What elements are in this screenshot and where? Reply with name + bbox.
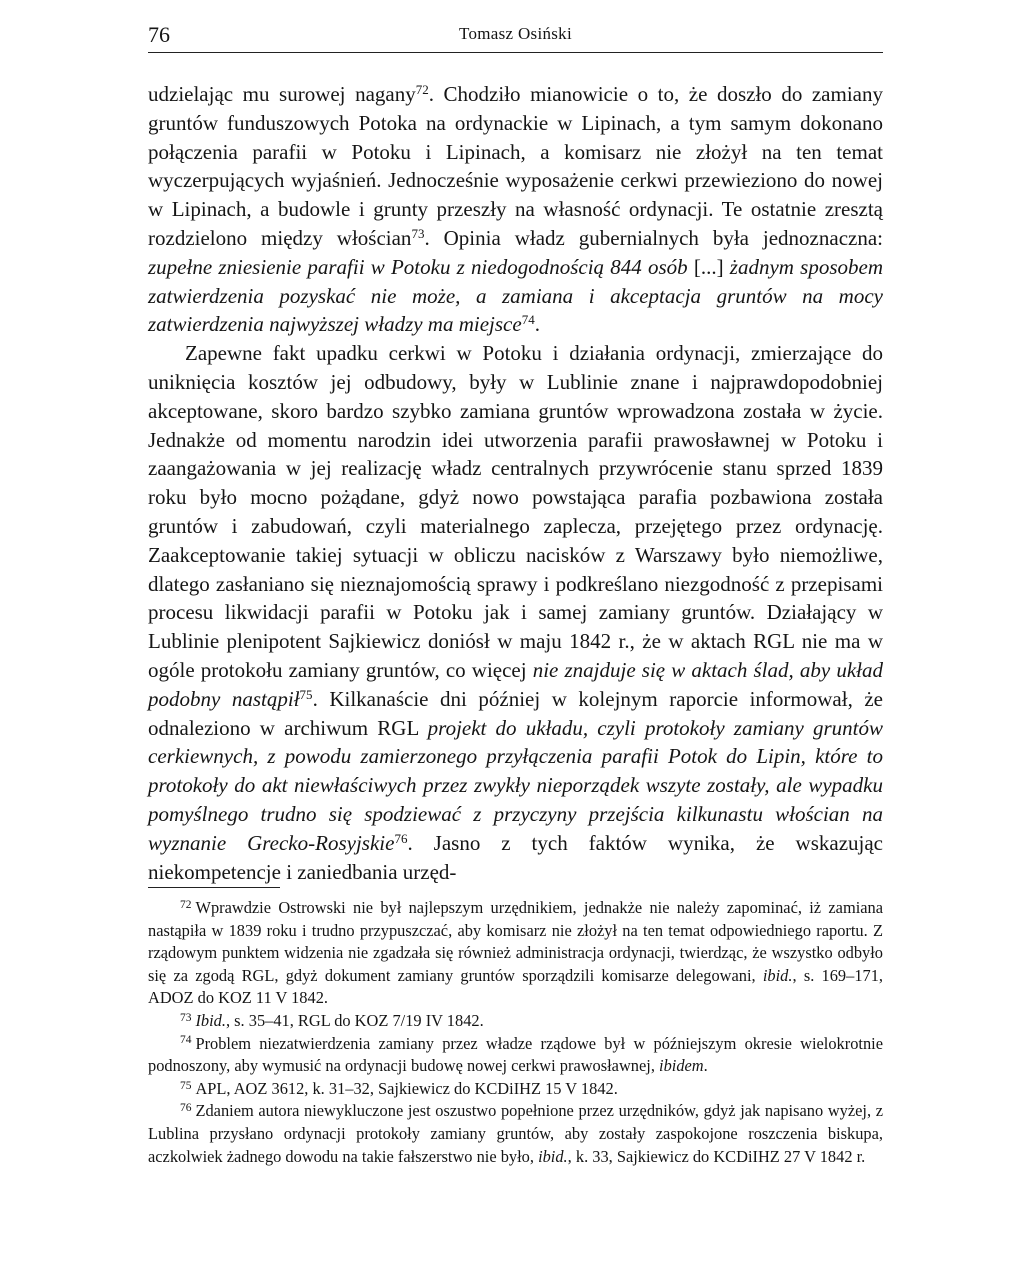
- footnote-number: 74: [180, 1034, 192, 1047]
- footnote-76: [148, 1100, 883, 1168]
- footnote-74: [148, 1033, 883, 1078]
- text-run: .: [534, 312, 540, 337]
- text-run: udzielając mu surowej nagany: [148, 82, 416, 106]
- text-run: Zapewne fakt upadku cerkwi w Potoku i działania ordynacji, zmierzające do uniknięcia kosztów jej odbudowy, były w Lublinie znane i najprawdopodobniej akceptowane, skoro bardzo szybko zamiana gruntów wprowadzona została w życie. Jednakże od momentu narodzin idei utworzenia parafii prawosławnej w Potoku i zaangażowania w jej realizację władz centralnych przywrócenie stanu sprzed 1839 roku było mocno pożądane, gdyż nowo powstająca parafia pozbawiona została gruntów i zabudowań, czyli materialnego zaplecza, przejętego przez ordynację. Zaakceptowanie takiej sytuacji w obliczu nacisków z Warszawy było niemożliwe, dlatego zasłaniano się nieznajomością sprawy i podkreślano niezgodność z przepisami procesu likwidacji parafii w Potoku jak i samej zamiany gruntów. Działający w Lublinie plenipotent Sajkiewicz doniósł w maju 1842 r., że w aktach RGL nie ma w ogóle protokołu zamiany gruntów, co więcej: [148, 341, 883, 682]
- footnote-text: Zdaniem autora niewykluczone jest oszustwo popełnione przez urzędników, gdyż jak napisano wyżej, z Lublina przysłano ordynacji protokoły zamiany gruntów, aby zostały zaspokojone roszczenia biskupa, aczkolwiek żadnego dowodu na takie fałszerstwo nie było,: [148, 1101, 883, 1166]
- quotation: żadnym sposobem zatwierdzenia pozyskać nie może, a zamiana i akceptacja gruntów na mocy zatwierdzenia najwyższej władzy ma miejsce: [148, 254, 883, 337]
- paragraph: [148, 80, 883, 339]
- footnote-citation: ibid.: [762, 965, 793, 985]
- footnote-citation: Ibid.: [195, 1010, 226, 1030]
- paragraph: [148, 339, 883, 886]
- footnote-ref-72[interactable]: 72: [415, 81, 429, 97]
- quotation: projekt do układu, czyli protokoły zamiany gruntów cerkiewnych, z powodu zamierzonego przyłączenia parafii Potok do Lipin, które to protokoły do akt niewłaściwych przez zwykły nieporządek wszyte zostały, ale wypadku pomyślnego trudno się spodziewać z przyczyny przejścia kilkunastu włościan na wyznanie Grecko-Rosyjskie: [148, 715, 883, 855]
- quotation: zupełne zniesienie parafii w Potoku z niedogodnością 844 osób: [148, 254, 688, 279]
- footnote-text: .: [703, 1056, 708, 1076]
- footnote-citation: ibid.: [538, 1146, 568, 1166]
- footnote-ref-73[interactable]: 73: [411, 225, 425, 241]
- quotation: nie znajduje się w aktach ślad, aby układ podobny nastąpił: [148, 657, 883, 711]
- footnote-citation: ibidem: [659, 1056, 704, 1076]
- footnote-text: Problem niezatwierdzenia zamiany przez władze rządowe był w późniejszym okresie wielokrotnie podnoszony, aby wymusić na ordynacji budowę nowej cerkwi prawosławnej,: [148, 1033, 883, 1076]
- footnote-number: 72: [180, 898, 192, 911]
- footnote-number: 73: [180, 1011, 192, 1024]
- text-run: . Kilkanaście dni później w kolejnym raporcie informował, że odnaleziono w archiwum RGL: [148, 686, 884, 740]
- footnote-73: [148, 1010, 883, 1033]
- text-run: . Chodziło mianowicie o to, że doszło do zamiany gruntów funduszowych Potoka na ordynackie w Lipinach, a tym samym dokonano połączenia parafii w Potoku i Lipinach, a komisarz nie złożył na ten temat wyczerpujących wyjaśnień. Jednocześnie wyposażenie cerkwi przewieziono do nowej w Lipinach, a budowle i grunty przeszły na własność ordynacji. Te ostatnie zresztą rozdzielono między włościan: [148, 82, 883, 250]
- text-run: . Jasno z tych faktów wynika, że wskazując niekompetencje i zaniedbania urzęd-: [148, 830, 883, 884]
- footnote-number: 75: [180, 1079, 192, 1092]
- footnote-75: [148, 1078, 883, 1101]
- footnotes: [148, 897, 883, 1168]
- footnote-text: Wprawdzie Ostrowski nie był najlepszym urzędnikiem, jednakże nie należy zapominać, iż zamiana nastąpiła w 1839 roku i trudno przypuszczać, aby komisarz nie złożył na ten temat odpowiedniego raportu. Z rządowym punktem widzenia nie zgadzała się również administracja ordynacji, twierdząc, że wszystko odbyło się za zgodą RGL, gdyż dokument zamiany gruntów sporządzili komisarze delegowani,: [148, 898, 883, 985]
- text-run: [...]: [687, 254, 730, 279]
- footnote-72: [148, 897, 883, 1010]
- footnote-ref-76[interactable]: 76: [394, 830, 408, 846]
- main-text: [148, 80, 883, 886]
- running-head: Tomasz Osiński: [458, 24, 573, 43]
- footnote-text: APL, AOZ 3612, k. 31–32, Sajkiewicz do KCDiIHZ 15 V 1842.: [195, 1078, 618, 1098]
- footnote-text: , k. 33, Sajkiewicz do KCDiIHZ 27 V 1842 r.: [567, 1146, 866, 1166]
- page-number: 76: [148, 22, 170, 47]
- footnote-number: 76: [180, 1102, 192, 1115]
- page-header: [148, 22, 883, 53]
- footnote-text: , s. 35–41, RGL do KOZ 7/19 IV 1842.: [225, 1010, 484, 1030]
- footnote-text: , s. 169–171, ADOZ do KOZ 11 V 1842.: [148, 965, 883, 1008]
- footnote-ref-74[interactable]: 74: [521, 312, 535, 328]
- footnote-separator: [148, 887, 280, 888]
- footnote-ref-75[interactable]: 75: [299, 686, 313, 702]
- text-run: . Opinia władz gubernialnych była jednoznaczna:: [424, 225, 883, 250]
